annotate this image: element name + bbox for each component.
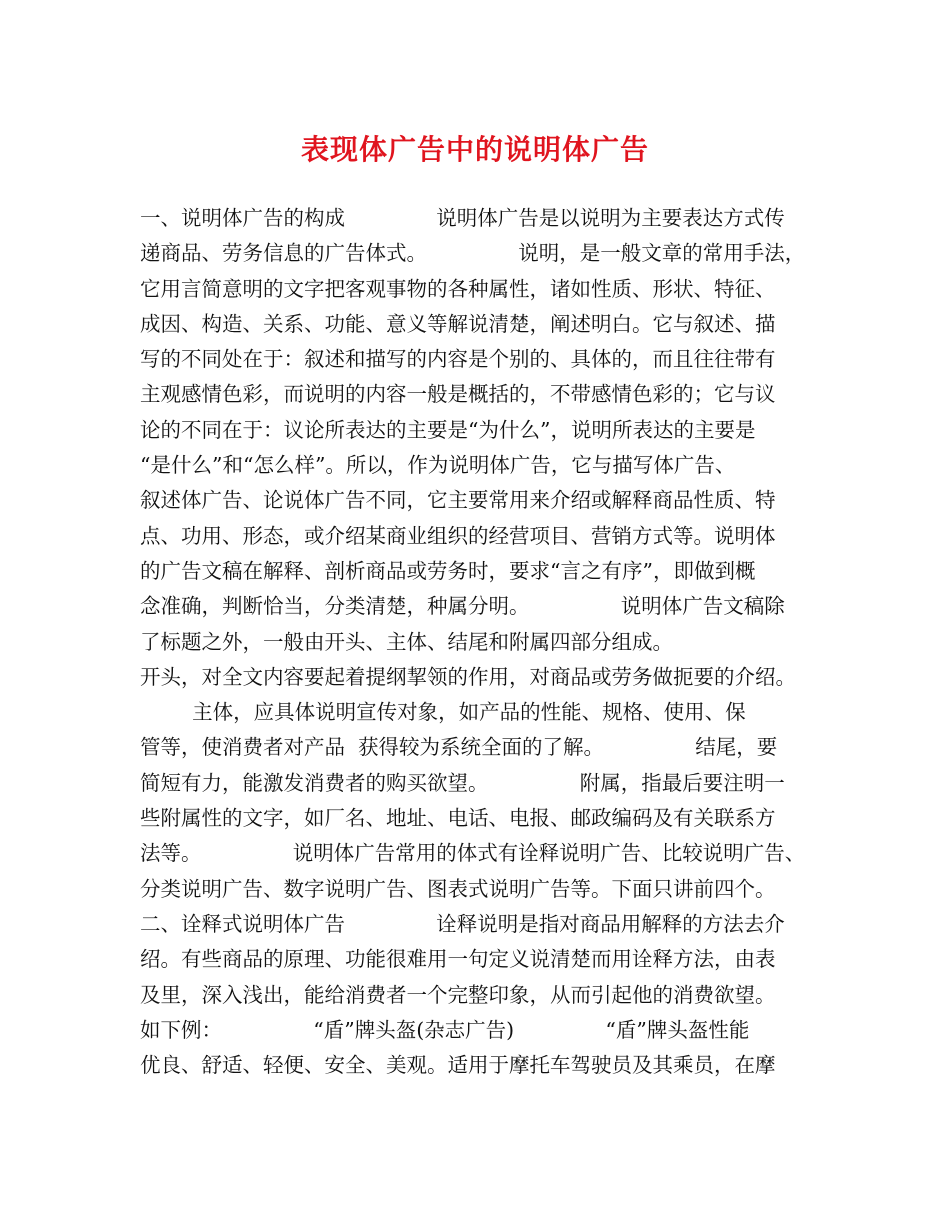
text-line: 主观感情色彩，而说明的内容一般是概括的，不带感情色彩的；它与议 [140,382,776,407]
text-line: 叙述体广告、论说体广告不同，它主要常用来介绍或解释商品性质、特 [140,488,776,513]
text-line: 成因、构造、关系、功能、意义等解说清楚，阐述明白。它与叙述、描 [140,311,776,336]
text-line: 及里，深入浅出，能给消费者一个完整印象，从而引起他的消费欲望。 [140,982,776,1007]
text-line: 的广告文稿在解释、剖析商品或劳务时，要求“言之有序”，即做到概 [140,558,756,583]
text-line: 优良、舒适、轻便、安全、美观。适用于摩托车驾驶员及其乘员，在摩 [140,1053,776,1078]
text-line: 主体，应具体说明宣传对象，如产品的性能、规格、使用、保 [140,700,746,725]
text-line: 开头，对全文内容要起着提纲挈领的作用，对商品或劳务做扼要的介绍。 [140,664,796,689]
text-line: “是什么”和“怎么样”。所以，作为说明体广告，它与描写体广告、 [140,453,736,478]
document-body [140,201,830,1083]
text-line: 一、说明体广告的构成 说明体广告是以说明为主要表达方式传 [140,206,785,230]
text-line: 法等。 说明体广告常用的体式有诠释说明广告、比较说明广告、 [140,841,806,866]
text-line: 如下例： “盾”牌头盔(杂志广告) “盾”牌头盔性能 [140,1017,750,1042]
text-line: 论的不同在于：议论所表达的主要是“为什么”，说明所表达的主要是 [140,417,756,442]
text-line: 二、诠释式说明体广告 诠释说明是指对商品用解释的方法去介 [140,911,785,936]
document-title: 表现体广告中的说明体广告 [300,133,649,166]
text-line: 点、功用、形态，或介绍某商业组织的经营项目、营销方式等。说明体 [140,523,776,548]
text-line: 写的不同处在于：叙述和描写的内容是个别的、具体的，而且往往带有 [140,347,776,372]
text-line: 分类说明广告、数字说明广告、图表式说明广告等。下面只讲前四个。 [140,876,776,901]
text-line: 些附属性的文字，如厂名、地址、电话、电报、邮政编码及有关联系方 [140,806,776,831]
text-line: 了标题之外，一般由开头、主体、结尾和附属四部分组成。 [140,629,673,654]
text-line: 管等，使消费者对产品 获得较为系统全面的了解。 结尾，要 [140,735,778,760]
text-line: 它用言简意明的文字把客观事物的各种属性，诸如性质、形状、特征、 [140,276,776,301]
text-line: 简短有力，能激发消费者的购买欲望。 附属，指最后要注明一 [140,770,785,795]
text-line: 绍。有些商品的原理、功能很难用一句定义说清楚而用诠释方法，由表 [140,947,776,972]
text-line: 递商品、劳务信息的广告体式。 说明，是一般文章的常用手法， [140,241,806,266]
text-line: 念准确，判断恰当，分类清楚，种属分明。 说明体广告文稿除 [140,594,785,619]
